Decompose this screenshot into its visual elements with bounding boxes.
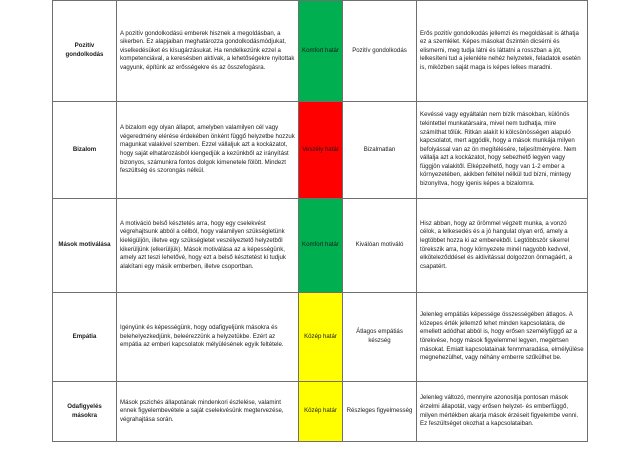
result-explanation: Jelenleg empátiás képessége összességében átlagos. A közepes érték jellemző lehet minden kapcsolatára, de emellett adódhat abból is, hogy erősen személyfüggő az a törekvése, hogy mások figyelemmel legyen, megértsen másokat. Emiatt kapcsolatainak fenmmaradása, elmélyülése megnehezülhet, vagy néhány emberre szűkülhet be. <box>417 293 588 382</box>
level-badge-green: Komfort határ <box>299 199 343 293</box>
level-badge-yellow: Közép határ <box>299 293 343 382</box>
level-badge-yellow: Közép határ <box>299 382 343 442</box>
result-explanation: Erős pozitív gondolkodás jellemzi és megoldásait is áthatja ez a szemlélet. Képes másokat őszintén dicsérni és elismerni, meg tudja látni és láttatni a rosszban a jót, lelkesíteni tud a jelenléte nehéz helyzetek, feladatok esetén is, miközben saját maga is képes lelkes maradni. <box>417 1 588 102</box>
competency-name: Empátia <box>53 293 117 382</box>
competency-name: Pozitív gondolkodás <box>53 1 117 102</box>
table-row <box>53 1 588 102</box>
table-row <box>53 293 588 382</box>
competency-name: Odafigyelés másokra <box>53 382 117 442</box>
competency-description: A bizalom egy olyan állapot, amelyben valamilyen cél vagy végeredmény elérése érdekében önként függő helyzetbe hozzuk magunkat valakivel szemben. Ezzel vállaljuk azt a kockázatot, hogy saját elhatározásból kiengedjük a kezünkből az irányítást bizonyos, számunkra fontos dolgok kimenetele fölött. Mindezt feszültség és szorongás nélkül. <box>117 102 299 199</box>
competency-table <box>52 0 588 442</box>
table-row <box>53 382 588 442</box>
competency-name: Mások motiválása <box>53 199 117 293</box>
competency-name: Bizalom <box>53 102 117 199</box>
result-label: Részleges figyelmesség <box>343 382 417 442</box>
level-badge-red: Veszély határ <box>299 102 343 199</box>
result-explanation: Hisz abban, hogy az örömmel végzett munka, a vonzó célok, a lelkesedés és a jó hangulat olyan erő, amely a legtöbbet hozza ki az emberekből. Legtöbbször sikerrel törekszik arra, hogy környezete minél nagyobb kedvvel, elköteleződdésel és aktivitással dolgozzon önmagáért, a csapatért. <box>417 199 588 293</box>
result-explanation: Kevéssé vagy egyáltalán nem bízik másokban, különös tekintettel munkatársaira, mivel nem tudhatja, mire számíthat tőlük. Ritkán alakít ki kölcsönösségen alapuló kapcsolatot, mert aggódik, hogy a mások munkája milyen befolyással van az ön megítélésére, teljesítményére. Nem vállalja azt a kockázatot, hogy sebezhető legyen vagy függjön valakitől. Elképzelhető, hogy van 1-2 ember a környezetében, akikben feltétel nélkül tud bízni, mintegy bizonyítva, hogy igenis képes a bizalomra. <box>417 102 588 199</box>
level-badge-green: Komfort határ <box>299 1 343 102</box>
table-row <box>53 102 588 199</box>
competency-description: Igényünk és képességünk, hogy odafigyeljünk másokra és beleheIyezkedjünk, beleérezzünk a helyzetükbe. Ezért az empátia az emberi kapcsolatok mélyülésének egyik feltétele. <box>117 293 299 382</box>
competency-description: A pozitív gondolkodású emberek hisznek a megoldásban, a sikerben. Ez alapjaiban meghatározza gondolkodásmódjukat, viselkedésüket és kísugárzásukat. Ha rendelkezünk ezzel a kompetenciával, a keresésben aktívak, a lehetőségekre nyitottak vagyunk, építünk az erősségekre és az összefogásra. <box>117 1 299 102</box>
table-row <box>53 199 588 293</box>
result-label: Pozitív gondolkodás <box>343 1 417 102</box>
competency-description: A motiváció belső késztetés arra, hogy egy cselekvést végrehajtsunk abból a célból, hogy valamilyen szükségletünk kielégüljön, illetve egy szükségletet veszélyeztető helyzetből kikerüljünk (elkerüljük). Mások motiválása az a képességünk, amely azt teszi lehetővé, hogy ezt a belső késztetést ki tudjuk alakítani egy másik emberben, illetve csoportban. <box>117 199 299 293</box>
result-label: Átlagos empátiás készség <box>343 293 417 382</box>
result-label: Kiválóan motiváló <box>343 199 417 293</box>
result-label: Bizalmatlan <box>343 102 417 199</box>
document-page <box>52 0 587 442</box>
competency-description: Mások pszichés állapotának mindenkori észlelése, valamint ennek figyelembevétele a saját cselekvésünk megtervezése, végrahajtása során. <box>117 382 299 442</box>
result-explanation: Jelenleg változó, mennyire azonosítja pontosan mások érzelmi állapotát, vagy erősen helyzet- és emberfüggő, milyen mértékben akarja mások érzéseit figyelembe venni. Ez feszültséget okozhat a kapcsolataiban. <box>417 382 588 442</box>
